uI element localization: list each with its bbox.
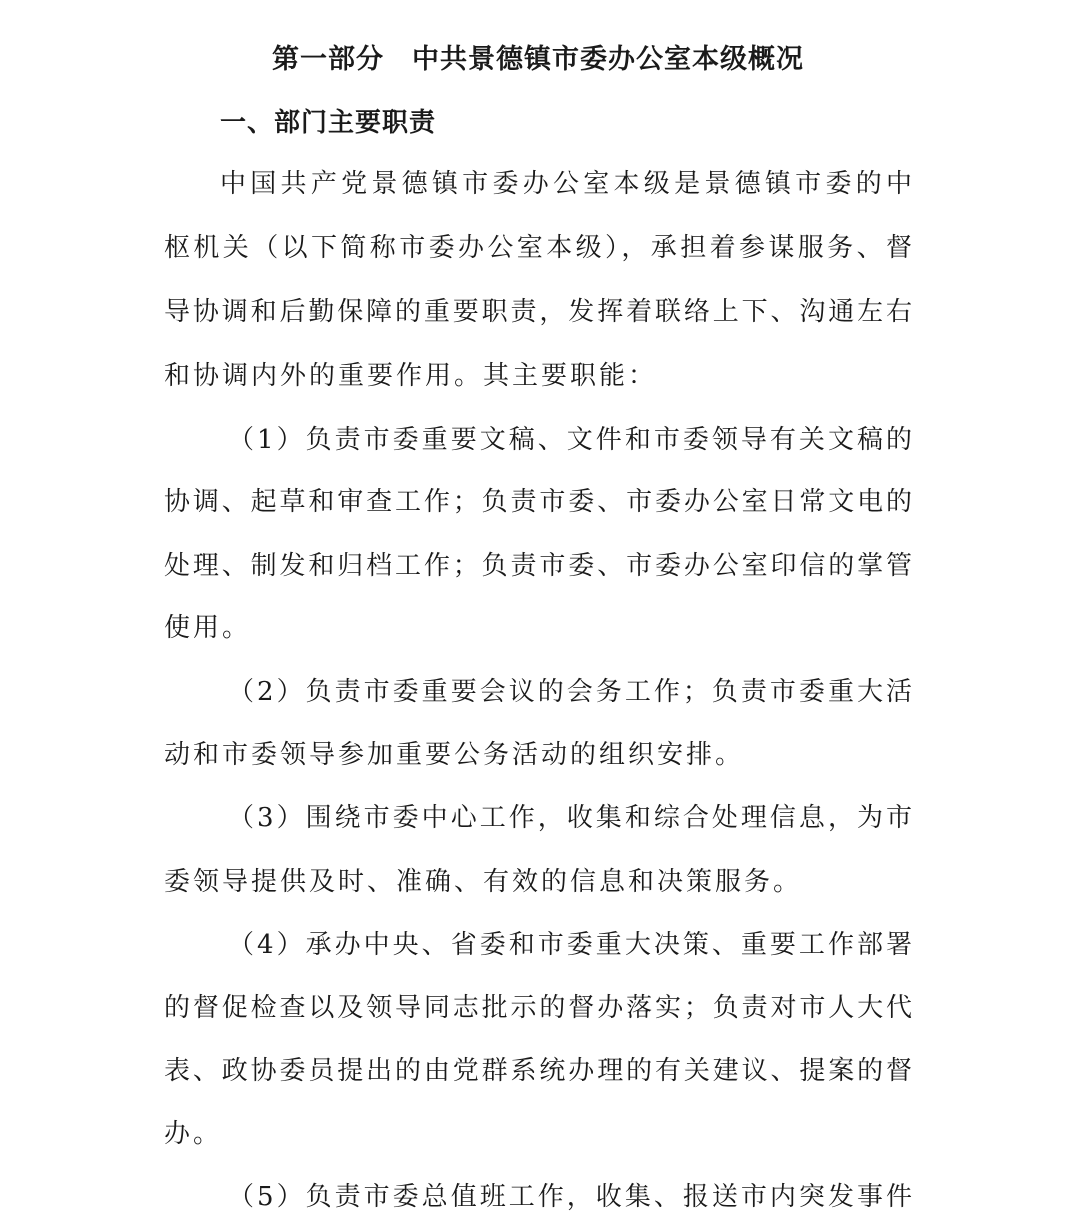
paragraph-line: 动和市委领导参加重要公务活动的组织安排。 <box>164 740 745 770</box>
paragraph-line: 使用。 <box>164 613 252 643</box>
paragraph-line: 导协调和后勤保障的重要职责，发挥着联络上下、沟通左右 <box>164 297 912 327</box>
paragraph-line: （2）负责市委重要会议的会务工作；负责市委重大活 <box>228 677 912 707</box>
paragraph-line: （1）负责市委重要文稿、文件和市委领导有关文稿的 <box>228 425 912 455</box>
paragraph-line: 协调、起草和审查工作；负责市委、市委办公室日常文电的 <box>164 487 912 517</box>
paragraph-line: （3）围绕市委中心工作，收集和综合处理信息，为市 <box>228 803 912 833</box>
paragraph-line: （5）负责市委总值班工作，收集、报送市内突发事件 <box>228 1182 912 1212</box>
paragraph-line: 表、政协委员提出的由党群系统办理的有关建议、提案的督 <box>164 1056 912 1086</box>
paragraph-line: 委领导提供及时、准确、有效的信息和决策服务。 <box>164 867 803 897</box>
page-title: 第一部分 中共景德镇市委办公室本级概况 <box>272 44 804 75</box>
section-heading: 一、部门主要职责 <box>220 108 437 138</box>
paragraph-line: 枢机关（以下简称市委办公室本级），承担着参谋服务、督 <box>164 233 912 263</box>
paragraph-line: （4）承办中央、省委和市委重大决策、重要工作部署 <box>228 930 912 960</box>
paragraph-line: 的督促检查以及领导同志批示的督办落实；负责对市人大代 <box>164 993 912 1023</box>
paragraph-line: 处理、制发和归档工作；负责市委、市委办公室印信的掌管 <box>164 551 912 581</box>
paragraph-line: 办。 <box>164 1119 223 1149</box>
paragraph-line: 中国共产党景德镇市委办公室本级是景德镇市委的中 <box>220 169 912 199</box>
paragraph-line: 和协调内外的重要作用。其主要职能： <box>164 361 658 391</box>
